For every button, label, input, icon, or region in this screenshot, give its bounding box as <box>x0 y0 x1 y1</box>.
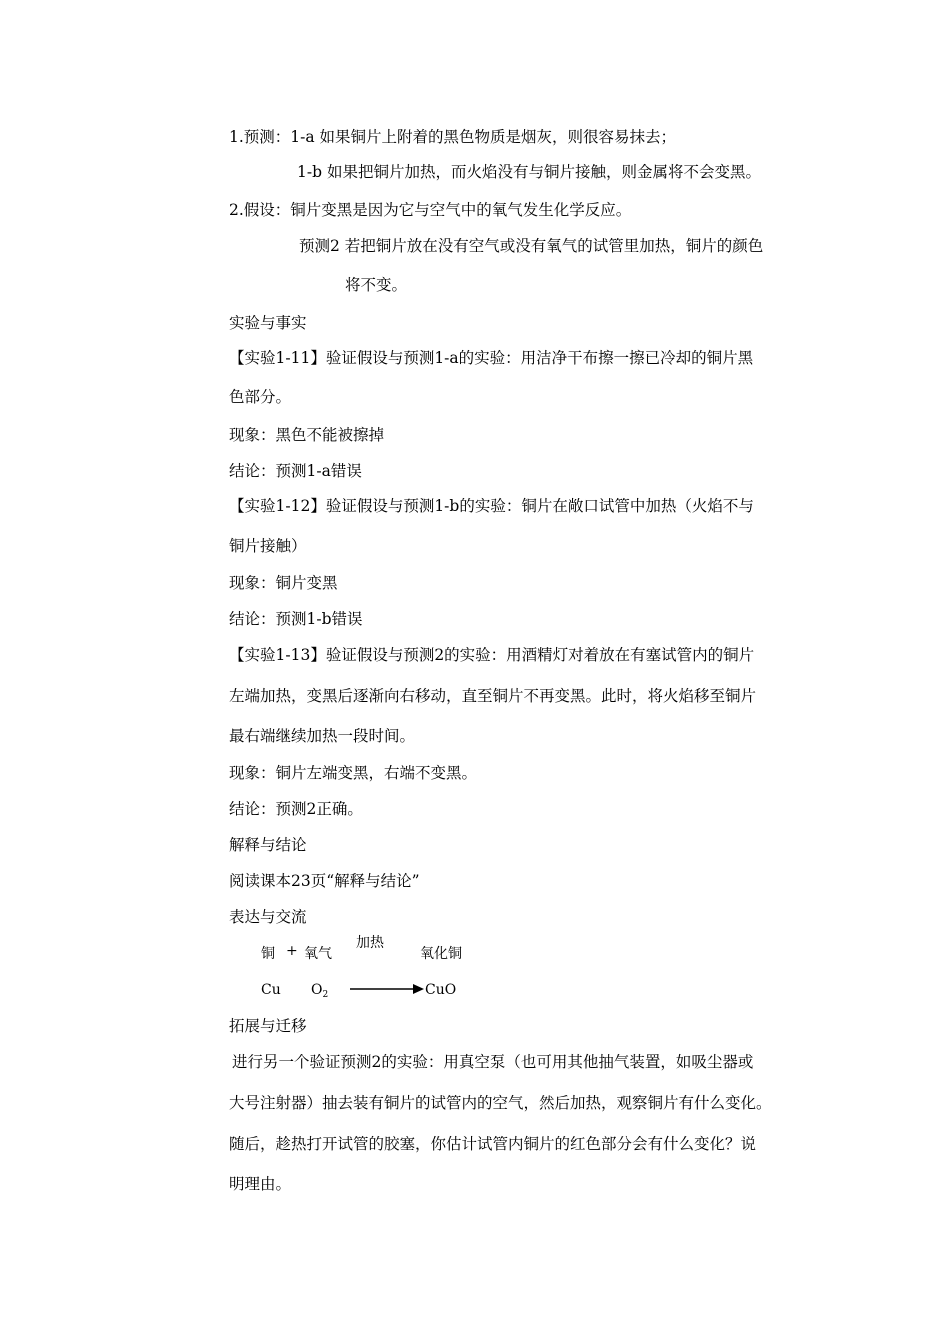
section-heading-explanation: 解释与结论 <box>229 836 307 854</box>
reactant-oxygen: 氧气 <box>304 946 332 962</box>
section-heading-extension: 拓展与迁移 <box>229 1017 307 1035</box>
experiment-1-13-cont2: 最右端继续加热一段时间。 <box>229 727 416 745</box>
reactant-copper: 铜 <box>261 946 275 962</box>
experiment-1-13: 【实验1-13】验证假设与预测2的实验：用酒精灯对着放在有塞试管内的铜片 <box>229 646 755 664</box>
reading-note: 阅读课本23页“解释与结论” <box>229 872 420 890</box>
conclusion-1: 结论：预测1-a错误 <box>229 462 362 480</box>
formula-cu: Cu <box>261 982 281 998</box>
experiment-1-12-cont: 铜片接触） <box>229 537 307 555</box>
reaction-arrow-icon <box>350 982 424 996</box>
plus-sign: + <box>286 943 298 959</box>
formula-cuo: CuO <box>425 982 457 998</box>
conclusion-2: 结论：预测1-b错误 <box>229 610 363 628</box>
prediction-1b: 1-b 如果把铜片加热，而火焰没有与铜片接触，则金属将不会变黑。 <box>297 163 761 181</box>
reaction-condition: 加热 <box>356 935 384 951</box>
prediction-1a: 1.预测：1-a 如果铜片上附着的黑色物质是烟灰，则很容易抹去； <box>229 128 677 146</box>
formula-subscript-2: 2 <box>322 990 329 1000</box>
conclusion-3: 结论：预测2正确。 <box>229 800 363 818</box>
section-heading-expression: 表达与交流 <box>229 908 307 926</box>
phenomenon-2: 现象：铜片变黑 <box>229 574 338 592</box>
section-heading-experiment: 实验与事实 <box>229 314 307 332</box>
extension-text-2: 大号注射器）抽去装有铜片的试管内的空气，然后加热，观察铜片有什么变化。 <box>229 1094 772 1112</box>
prediction-2-cont: 将不变。 <box>345 276 408 294</box>
experiment-1-13-cont1: 左端加热，变黑后逐渐向右移动，直至铜片不再变黑。此时，将火焰移至铜片 <box>229 687 757 705</box>
extension-text-4: 明理由。 <box>229 1175 292 1193</box>
hypothesis: 2.假设：铜片变黑是因为它与空气中的氧气发生化学反应。 <box>229 201 632 219</box>
extension-text-3: 随后，趁热打开试管的胶塞，你估计试管内铜片的红色部分会有什么变化？说 <box>229 1135 757 1153</box>
phenomenon-3: 现象：铜片左端变黑，右端不变黑。 <box>229 764 478 782</box>
phenomenon-1: 现象：黑色不能被擦掉 <box>229 426 385 444</box>
formula-o2 <box>311 982 328 1000</box>
prediction-2: 预测2 若把铜片放在没有空气或没有氧气的试管里加热，铜片的颜色 <box>299 237 764 255</box>
experiment-1-11-cont: 色部分。 <box>229 388 292 406</box>
formula-o: O <box>311 982 323 998</box>
experiment-1-12: 【实验1-12】验证假设与预测1-b的实验：铜片在敞口试管中加热（火焰不与 <box>229 497 754 515</box>
product-copper-oxide: 氧化铜 <box>420 946 462 962</box>
experiment-1-11: 【实验1-11】验证假设与预测1-a的实验：用洁净干布擦一擦已冷却的铜片黑 <box>229 349 754 367</box>
extension-text-1: 进行另一个验证预测2的实验：用真空泵（也可用其他抽气装置，如吸尘器或 <box>232 1053 754 1071</box>
